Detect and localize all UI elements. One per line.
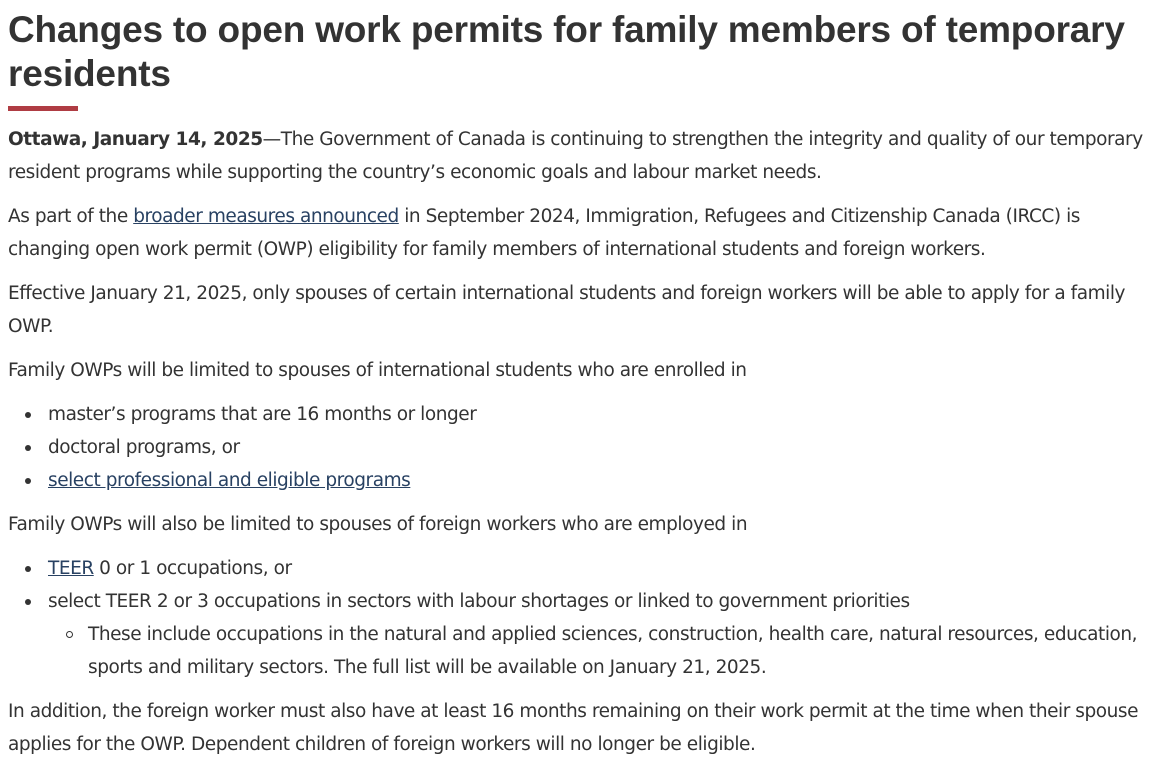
list-item-teer-2-3	[48, 585, 1147, 684]
context-paragraph	[8, 200, 1147, 266]
teer-2-3-sublist	[48, 618, 1147, 684]
additional-requirement-paragraph: In addition, the foreign worker must also have at least 16 months remaining on their work permit at the time when their spouse applies for the OWP. Dependent children of foreign workers will no longer be eligible.	[8, 701, 1139, 755]
broader-measures-link[interactable]: broader measures announced	[133, 206, 399, 227]
list-item-professional	[48, 464, 1147, 497]
context-text-before: As part of the	[8, 206, 134, 227]
intro-text: —The Government of Canada is continuing to strengthen the integrity and quality of our temporary resident programs while supporting the country’s economic goals and labour market needs.	[8, 129, 1143, 183]
teer-0-1-text: 0 or 1 occupations, or	[93, 558, 292, 579]
professional-programs-link[interactable]: select professional and eligible programs	[48, 470, 411, 491]
news-release	[0, 8, 1155, 761]
list-item-masters: master’s programs that are 16 months or longer	[48, 398, 1147, 431]
workers-intro-paragraph: Family OWPs will also be limited to spouses of foreign workers who are employed in	[8, 514, 748, 535]
workers-eligibility-list	[8, 552, 1147, 684]
students-eligibility-list	[8, 398, 1147, 497]
intro-paragraph	[8, 123, 1147, 189]
teer-link[interactable]: TEER	[48, 558, 94, 579]
effective-date-paragraph: Effective January 21, 2025, only spouses of certain international students and foreign workers will be able to apply for a family OWP.	[8, 283, 1126, 337]
context-text-after: in September 2024, Immigration, Refugees and Citizenship Canada (IRCC) is changing open work permit (OWP) eligibility for family members of international students and foreign workers.	[8, 206, 1080, 260]
students-intro-paragraph: Family OWPs will be limited to spouses of international students who are enrolled in	[8, 360, 747, 381]
title-accent-rule	[8, 106, 78, 111]
list-item-doctoral: doctoral programs, or	[48, 431, 1147, 464]
teer-2-3-text: select TEER 2 or 3 occupations in sectors with labour shortages or linked to government priorities	[48, 591, 910, 612]
list-item-teer-0-1	[48, 552, 1147, 585]
dateline: Ottawa, January 14, 2025	[8, 129, 263, 150]
sublist-item-sectors: These include occupations in the natural and applied sciences, construction, health care, natural resources, education, sports and military sectors. The full list will be available on January 21, 2025.	[88, 618, 1147, 684]
page-title: Changes to open work permits for family members of temporary residents	[8, 9, 1125, 94]
